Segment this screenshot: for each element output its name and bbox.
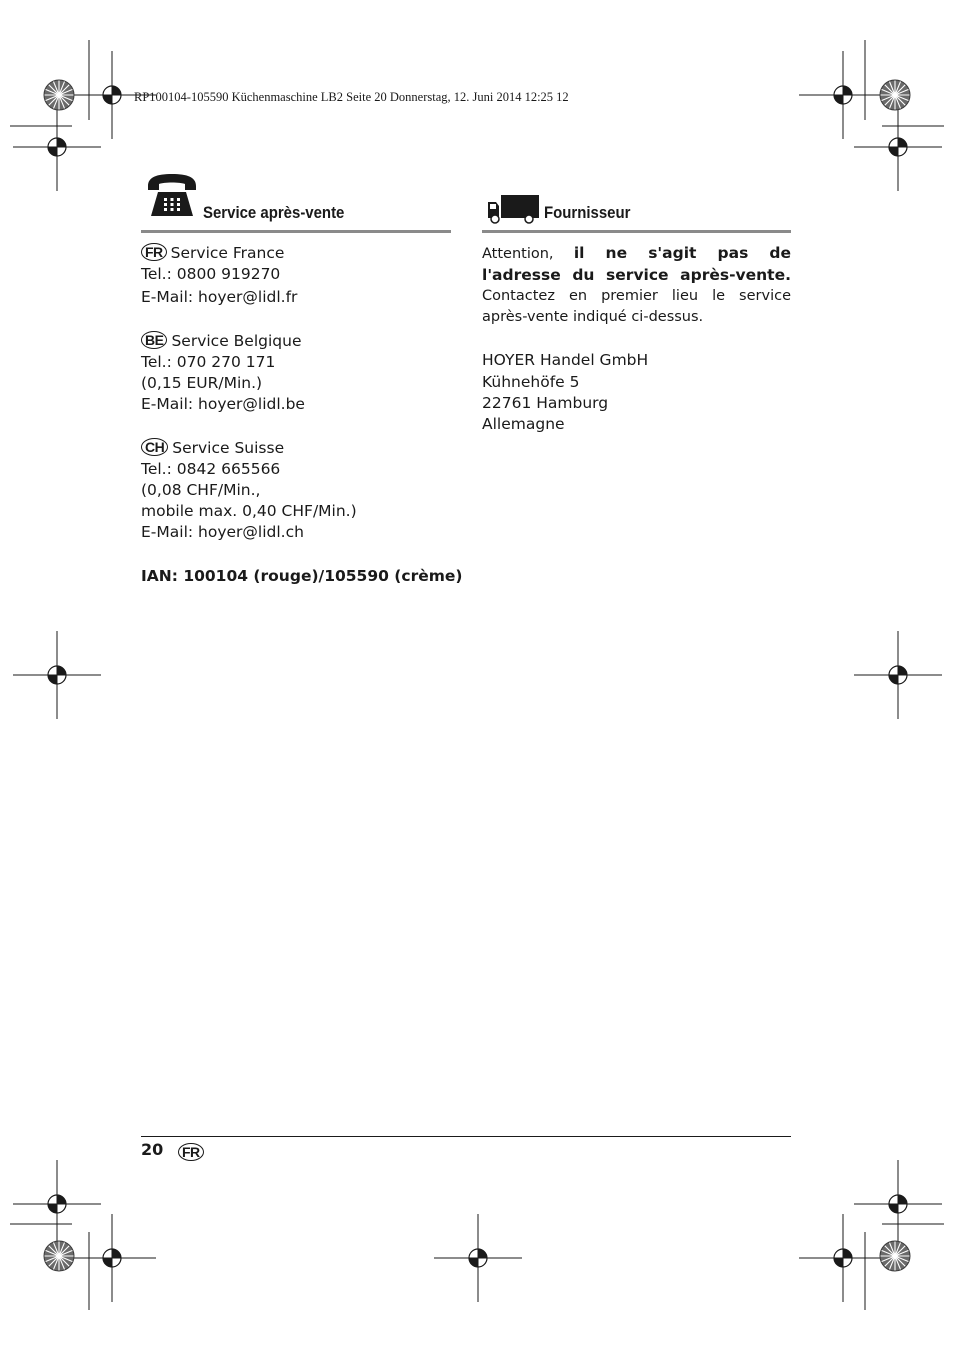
service-belgium-email: E-Mail: hoyer@lidl.be — [141, 395, 305, 413]
supplier-section — [482, 160, 791, 435]
service-france — [141, 243, 451, 308]
service-switzerland-tel: Tel.: 0842 665566 — [141, 460, 281, 478]
service-switzerland-rate: (0,08 CHF/Min., — [141, 481, 261, 499]
supplier-street: Kühnehöfe 5 — [482, 373, 580, 391]
service-belgium — [141, 331, 451, 415]
service-switzerland-email: E-Mail: hoyer@lidl.ch — [141, 523, 304, 541]
country-badge-ch: CH — [141, 438, 168, 456]
supplier-notice-bold: il ne s'agit pas de l'adresse du service après-vente. — [482, 244, 792, 284]
service-switzerland-mobile-rate: mobile max. 0,40 CHF/Min.) — [141, 502, 357, 520]
supplier-company: HOYER Handel GmbH — [482, 351, 649, 369]
service-section-title: Service après-vente — [203, 203, 345, 222]
footer-language-badge: FR — [178, 1143, 204, 1161]
service-switzerland-name: Service Suisse — [172, 439, 285, 457]
service-france-email: E-Mail: hoyer@lidl.fr — [141, 288, 298, 306]
ian-number: IAN: 100104 (rouge)/105590 (crème) — [141, 567, 463, 585]
service-france-tel: Tel.: 0800 919270 — [141, 265, 281, 283]
supplier-country: Allemagne — [482, 415, 565, 433]
service-switzerland — [141, 438, 451, 543]
country-badge-fr: FR — [141, 243, 167, 261]
service-belgium-rate: (0,15 EUR/Min.) — [141, 374, 263, 392]
supplier-address — [482, 350, 791, 435]
supplier-section-title: Fournisseur — [544, 203, 631, 222]
service-france-name: Service France — [170, 244, 285, 262]
service-belgium-tel: Tel.: 070 270 171 — [141, 353, 276, 371]
country-badge-be: BE — [141, 331, 167, 349]
supplier-notice-prefix: Attention, — [482, 246, 574, 262]
service-belgium-name: Service Belgique — [171, 332, 302, 350]
service-section — [141, 160, 463, 587]
phone-icon — [145, 172, 199, 218]
supplier-notice — [482, 243, 791, 327]
supplier-notice-suffix: Contactez en premier lieu le service après-vente indiqué ci-dessus. — [482, 288, 791, 325]
truck-icon — [486, 194, 540, 224]
supplier-city: 22761 Hamburg — [482, 394, 609, 412]
page-number: 20 — [141, 1140, 164, 1159]
footer-language — [178, 1143, 208, 1162]
print-slug-line: RP100104-105590 Küchenmaschine LB2 Seite 20 Donnerstag, 12. Juni 2014 12:25 12 — [134, 90, 569, 104]
supplier-section-header — [482, 160, 791, 233]
service-section-header — [141, 160, 451, 233]
footer-divider — [141, 1136, 791, 1137]
